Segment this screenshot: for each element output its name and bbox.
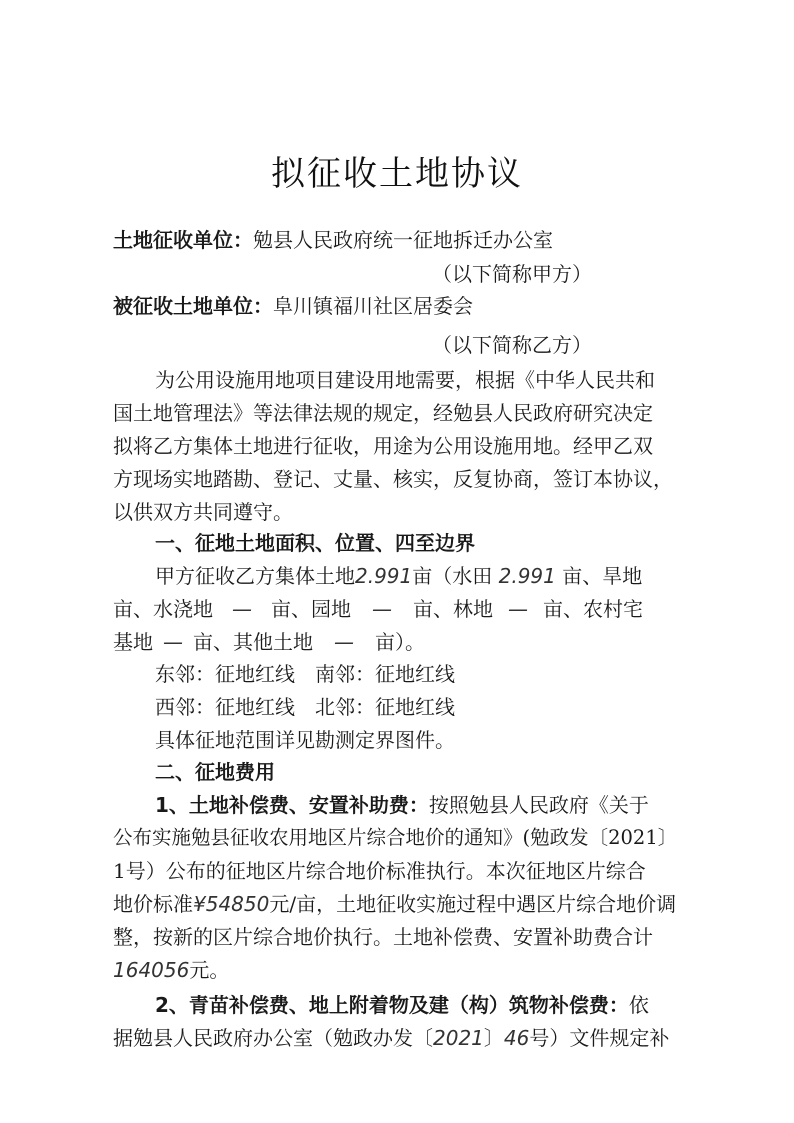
item-2-text: 〕 [483,1026,504,1050]
area-line-2 [113,599,643,619]
party-a-name: 勉县人民政府统一征地拆迁办公室 [253,228,553,252]
party-b-label: 被征收土地单位： [113,294,273,318]
item-1-text: 元/亩，土地征收实施过程中遇区片综合地价调 [269,892,677,916]
item-1-line-2: 公布实施勉县征收农用地区片综合地价的通知》(勉政发〔2021〕 [113,826,678,849]
intro-line-5: 以供双方共同遵守。 [113,500,293,524]
area-text: 亩、水浇地 [113,597,213,621]
item-1-label: 1、土地补偿费、安置补助费： [155,793,429,817]
total-compensation-handwritten: 164056 [113,958,190,982]
area-text: 亩、林地 [413,597,493,621]
unit-price-handwritten: ¥54850 [193,892,270,916]
intro-line-3: 拟将乙方集体土地进行征收，用途为公用设施用地。经甲乙双 [113,434,653,458]
doc-year-handwritten: 2021 [433,1026,484,1050]
bounds-east-south: 东邻：征地红线 南邻：征地红线 [155,662,455,686]
garden-area-handwritten: — [372,597,392,621]
document-title: 拟征收土地协议 [271,154,523,194]
party-b-name: 阜川镇福川社区居委会 [273,294,473,318]
item-1-text: 元。 [189,958,230,982]
section-2-heading: 二、征地费用 [155,760,275,784]
intro-line-1: 为公用设施用地项目建设用地需要，根据《中华人民共和 [155,368,655,392]
party-b-alias: （以下简称乙方） [432,333,592,357]
area-text: 亩）。 [375,630,425,654]
area-text: 亩、其他土地 [193,630,313,654]
area-text: 亩、园地 [271,597,351,621]
other-area-handwritten: — [334,630,354,654]
area-line-3 [113,632,425,652]
irrigated-area-handwritten: — [232,597,252,621]
party-a-label: 土地征收单位： [113,228,253,252]
item-1-text: 按照勉县人民政府《关于 [428,793,649,817]
item-2-text: 依 [628,993,649,1017]
section-1-heading: 一、征地土地面积、位置、四至边界 [155,531,475,555]
party-b-line [113,296,473,316]
total-area-handwritten: 2.991 [355,564,413,588]
doc-number-handwritten: 46 [503,1026,530,1050]
item-1-line-3: 1号）公布的征地区片综合地价标准执行。本次征地区片综合 [113,859,646,883]
item-2-line-2 [113,1028,669,1048]
area-line-1 [155,566,642,586]
item-1-text: 地价标准 [113,892,193,916]
party-a-line [113,230,553,250]
area-text: 亩（水田 [412,564,493,588]
item-1-line-6 [113,960,229,980]
area-text: 基地 [113,630,153,654]
item-2-text: 据勉县人民政府办公室（勉政办发〔 [113,1026,433,1050]
bounds-west-north: 西邻：征地红线 北邻：征地红线 [155,695,455,719]
homestead-area-handwritten: — [163,630,183,654]
item-2-line-1 [155,995,649,1015]
party-a-alias: （以下简称甲方） [432,262,592,286]
item-2-text: 号）文件规定补 [529,1026,670,1050]
item-1-line-5: 整，按新的区片综合地价执行。土地补偿费、安置补助费合计 [113,925,653,949]
scope-note: 具体征地范围详见勘测定界图件。 [155,728,455,752]
intro-line-2: 国土地管理法》等法律法规的规定，经勉县人民政府研究决定 [113,401,653,425]
area-text: 亩、农村宅 [543,597,643,621]
area-text: 亩、旱地 [562,564,643,588]
item-1-line-1 [155,795,649,815]
forest-area-handwritten: — [508,597,528,621]
area-text: 甲方征收乙方集体土地 [155,564,355,588]
intro-line-4: 方现场实地踏勘、登记、丈量、核实，反复协商，签订本协议， [113,467,673,491]
item-1-line-4 [113,894,676,914]
paddy-area-handwritten: 2.991 [498,564,556,588]
item-2-label: 2、青苗补偿费、地上附着物及建（构）筑物补偿费： [155,993,629,1017]
